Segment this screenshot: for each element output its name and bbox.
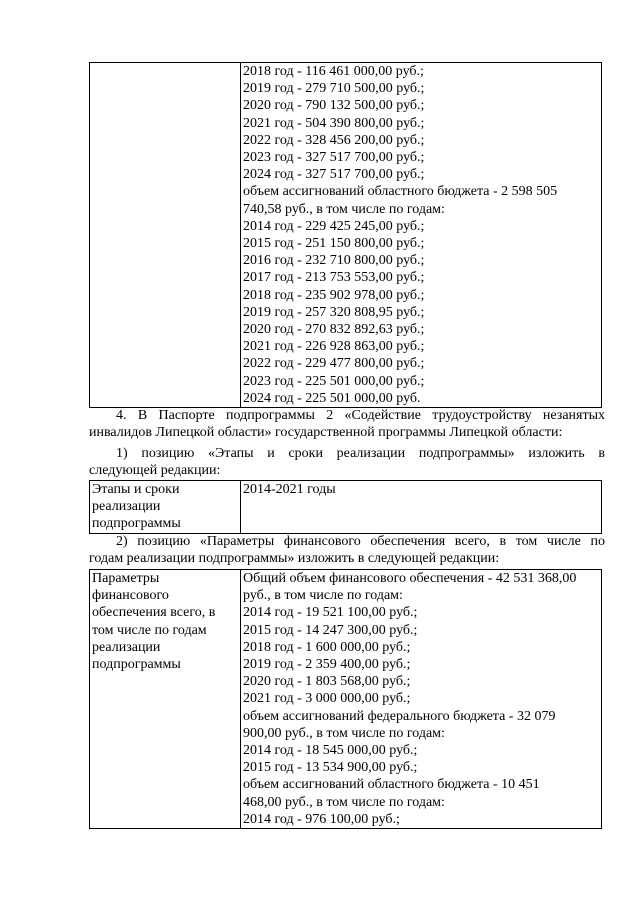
cell-line: 2018 год - 235 902 978,00 руб.;: [243, 287, 425, 303]
cell-line: 2022 год - 328 456 200,00 руб.;: [243, 132, 425, 148]
cell-line: объем ассигнований областного бюджета - 10 451: [243, 777, 540, 793]
cell-line: 900,00 руб., в том числе по годам:: [243, 725, 445, 741]
table-row: [90, 63, 602, 408]
cell-line: 2019 год - 279 710 500,00 руб.;: [243, 81, 425, 97]
paragraph-line: годам реализации подпрограммы» изложить в следующей редакции:: [89, 551, 500, 567]
cell-line: 2015 год - 251 150 800,00 руб.;: [243, 236, 425, 252]
cell-line: 2014 год - 19 521 100,00 руб.;: [243, 605, 418, 621]
cell-line: 2018 год - 116 461 000,00 руб.;: [243, 64, 424, 79]
cell-line: реализации: [92, 499, 161, 515]
table-cell-parameter: [90, 63, 241, 408]
cell-line: 2015 год - 13 534 900,00 руб.;: [243, 760, 418, 776]
cell-line: объем ассигнований федерального бюджета - 32 079: [243, 708, 556, 724]
paragraph-line: 1) позицию «Этапы и сроки реализации подпрограммы» изложить в: [116, 446, 605, 461]
cell-line: 2023 год - 327 517 700,00 руб.;: [243, 150, 425, 166]
table-cell-parameter: [90, 570, 241, 829]
cell-line: 2016 год - 232 710 800,00 руб.;: [243, 253, 425, 269]
cell-line: 2021 год - 226 928 863,00 руб.;: [243, 339, 425, 355]
stages-terms-value: 2014-2021 годы: [243, 482, 336, 497]
cell-line: 740,58 руб., в том числе по годам:: [243, 201, 445, 217]
cell-line: 2020 год - 270 832 892,63 руб.;: [243, 322, 425, 338]
table-cell-values: [241, 63, 602, 408]
cell-line: 2024 год - 327 517 700,00 руб.;: [243, 167, 425, 183]
section-4-paragraph: [89, 407, 605, 441]
table-cell-values: [241, 570, 602, 829]
cell-line: Параметры: [92, 571, 160, 586]
item-2-paragraph: [89, 533, 605, 567]
cell-line: Этапы и сроки: [92, 482, 180, 497]
table-row: [90, 481, 602, 534]
cell-line: 2023 год - 225 501 000,00 руб.;: [243, 373, 425, 389]
table-cell-value: [241, 481, 602, 534]
paragraph-line: следующей редакции:: [89, 463, 221, 479]
stages-terms-table: [89, 480, 602, 534]
cell-line: 2020 год - 790 132 500,00 руб.;: [243, 98, 425, 114]
cell-line: финансового: [92, 588, 169, 604]
cell-line: 2019 год - 257 320 808,95 руб.;: [243, 304, 425, 320]
cell-line: том числе по годам: [92, 622, 207, 638]
paragraph-line: 4. В Паспорте подпрограммы 2 «Содействие трудоустройству незанятых: [116, 408, 605, 423]
cell-line: 2014 год - 976 100,00 руб.;: [243, 811, 400, 827]
cell-line: объем ассигнований областного бюджета - 2 598 505: [243, 184, 558, 200]
cell-line: реализации: [92, 639, 161, 655]
cell-line: 2024 год - 225 501 000,00 руб.: [243, 390, 421, 406]
financing-parameters-table: [89, 569, 602, 829]
paragraph-line: 2) позицию «Параметры финансового обеспечения всего, в том числе по: [116, 534, 605, 549]
cell-line: 2017 год - 213 753 553,00 руб.;: [243, 270, 425, 286]
paragraph-line: инвалидов Липецкой области» государственной программы Липецкой области:: [89, 425, 563, 441]
cell-line: 2019 год - 2 359 400,00 руб.;: [243, 657, 411, 673]
cell-line: 2014 год - 229 425 245,00 руб.;: [243, 218, 425, 234]
financing-table-continued: [89, 62, 602, 408]
cell-line: 2022 год - 229 477 800,00 руб.;: [243, 356, 425, 372]
cell-line: подпрограммы: [92, 516, 181, 532]
cell-line: подпрограммы: [92, 657, 181, 673]
cell-line: Общий объем финансового обеспечения - 42 531 368,00: [243, 571, 577, 586]
cell-line: 2014 год - 18 545 000,00 руб.;: [243, 743, 418, 759]
cell-line: 2018 год - 1 600 000,00 руб.;: [243, 639, 411, 655]
table-cell-parameter: [90, 481, 241, 534]
cell-line: 2021 год - 3 000 000,00 руб.;: [243, 691, 411, 707]
table-row: [90, 570, 602, 829]
cell-line: обеспечения всего, в: [92, 605, 216, 621]
item-1-paragraph: [89, 445, 605, 479]
cell-line: 2021 год - 504 390 800,00 руб.;: [243, 115, 425, 131]
cell-line: 468,00 руб., в том числе по годам:: [243, 794, 445, 810]
cell-line: 2015 год - 14 247 300,00 руб.;: [243, 622, 418, 638]
cell-line: 2020 год - 1 803 568,00 руб.;: [243, 674, 411, 690]
cell-line: руб., в том числе по годам:: [243, 588, 403, 604]
